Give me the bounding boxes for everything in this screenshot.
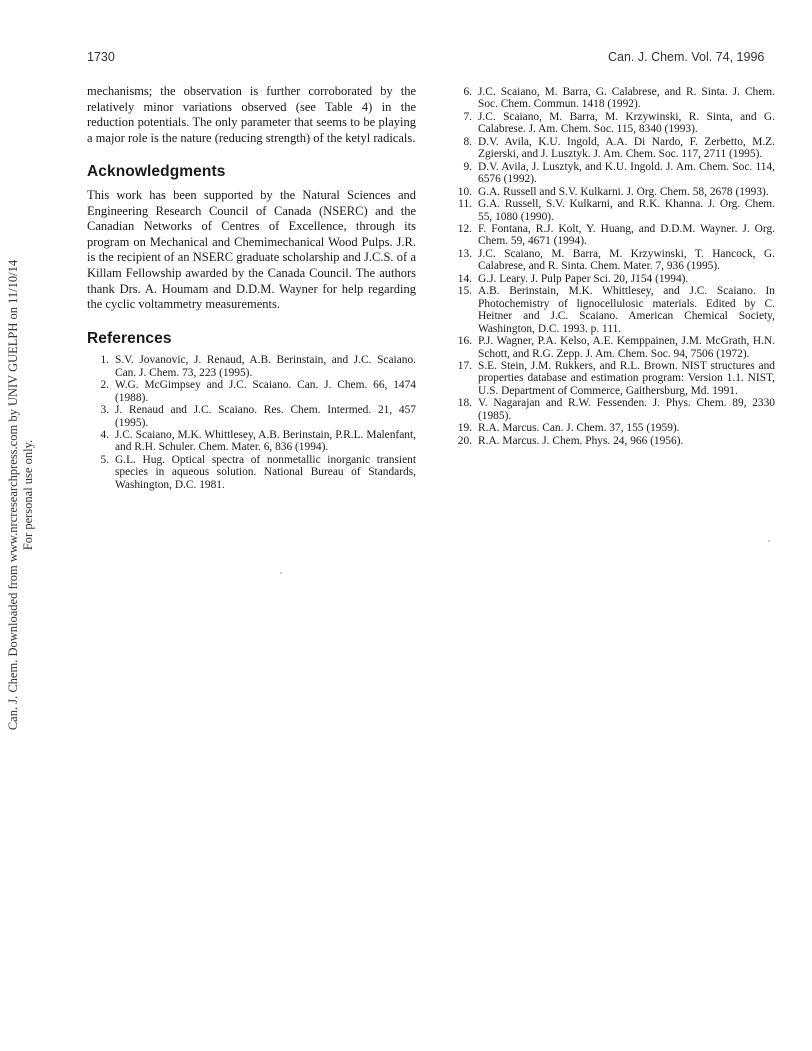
reference-number: 5. — [100, 453, 109, 466]
reference-number: 11. — [458, 198, 472, 211]
reference-item — [87, 354, 416, 379]
reference-text: J.C. Scaiano, M.K. Whittlesey, A.B. Berinstain, P.R.L. Malenfant, and R.H. Schuler. Chem. Mater. 6, 836 (1994). — [115, 429, 416, 454]
download-notice-line1: Can. J. Chem. Downloaded from www.nrcresearchpress.com by UNIV GUELPH on 11/10/14 — [6, 259, 20, 731]
reference-item — [450, 86, 775, 111]
reference-item — [87, 429, 416, 454]
reference-text: A.B. Berinstain, M.K. Whittlesey, and J.C. Scaiano. In Photochemistry of lignocellulosic materials. Edited by C. Heitner and J.C. Scaiano. American Chemical Society, Washington, D.C. 1993. p. 111. — [478, 285, 775, 335]
reference-text: G.J. Leary. J. Pulp Paper Sci. 20, J154 (1994). — [478, 272, 689, 285]
reference-number: 6. — [463, 86, 472, 98]
references-heading: References — [87, 329, 172, 347]
reference-item — [450, 422, 775, 434]
reference-text: S.E. Stein, J.M. Rukkers, and R.L. Brown. NIST structures and properties database and estimation program: Version 1.1. NIST, U.S. Department of Commerce, Gaithersburg, Md. 1991. — [478, 359, 775, 397]
reference-number: 8. — [463, 135, 472, 148]
reference-text: D.V. Avila, J. Lusztyk, and K.U. Ingold. J. Am. Chem. Soc. 114, 6576 (1992). — [478, 160, 775, 186]
reference-item — [87, 454, 416, 491]
reference-item — [450, 397, 775, 422]
reference-text: J.C. Scaiano, M. Barra, M. Krzywinski, T. Hancock, G. Calabrese, and R. Sinta. Chem. Mater. 7, 936 (1995). — [478, 247, 775, 273]
reference-text: J. Renaud and J.C. Scaiano. Res. Chem. Intermed. 21, 457 (1995). — [115, 404, 416, 429]
reference-number: 20. — [457, 434, 472, 447]
reference-item — [87, 404, 416, 429]
reference-item — [450, 435, 775, 447]
reference-item — [450, 285, 775, 335]
reference-text: J.C. Scaiano, M. Barra, G. Calabrese, and R. Sinta. J. Chem. Soc. Chem. Commun. 1418 (1992). — [478, 86, 775, 111]
reference-number: 1. — [100, 354, 109, 367]
reference-number: 4. — [100, 429, 109, 442]
reference-text: G.A. Russell, S.V. Kulkarni, and R.K. Khanna. J. Org. Chem. 55, 1080 (1990). — [478, 198, 775, 223]
acknowledgments-heading: Acknowledgments — [87, 163, 226, 181]
reference-item — [450, 111, 775, 136]
reference-number: 10. — [457, 185, 472, 198]
reference-item — [450, 273, 775, 285]
reference-number: 18. — [457, 397, 472, 410]
reference-number: 12. — [457, 222, 472, 235]
reference-item — [450, 186, 775, 198]
journal-header: Can. J. Chem. Vol. 74, 1996 — [608, 50, 765, 64]
intro-paragraph: mechanisms; the observation is further corroborated by the relatively minor variations observed (see Table 4) in the reduction potentials. The only parameter that seems to be playing a major role is the nature (reducing strength) of the ketyl radicals. — [87, 84, 416, 145]
reference-text: D.V. Avila, K.U. Ingold, A.A. Di Nardo, F. Zerbetto, M.Z. Zgierski, and J. Lusztyk. J. Am. Chem. Soc. 117, 2711 (1995). — [478, 135, 775, 161]
reference-number: 19. — [457, 422, 472, 435]
reference-text: P.J. Wagner, P.A. Kelso, A.E. Kemppainen, J.M. McGrath, H.N. Schott, and R.G. Zepp. J. Am. Chem. Soc. 94, 7506 (1972). — [478, 335, 775, 360]
reference-number: 13. — [457, 247, 472, 260]
reference-text: S.V. Jovanovic, J. Renaud, A.B. Berinstain, and J.C. Scaiano. Can. J. Chem. 73, 223 (1995). — [115, 354, 416, 379]
download-notice-line2: For personal use only. — [21, 439, 35, 551]
right-column — [450, 86, 775, 447]
reference-number: 9. — [463, 160, 472, 173]
reference-number: 3. — [100, 404, 109, 417]
reference-item — [450, 248, 775, 273]
left-column — [87, 84, 416, 491]
reference-item — [87, 379, 416, 404]
scan-speck — [280, 572, 282, 574]
reference-item — [450, 360, 775, 397]
reference-number: 15. — [457, 285, 472, 298]
reference-text: F. Fontana, R.J. Kolt, Y. Huang, and D.D.M. Wayner. J. Org. Chem. 59, 4671 (1994). — [478, 222, 775, 248]
download-notice — [6, 215, 42, 775]
reference-item — [450, 136, 775, 161]
acknowledgments-text: This work has been supported by the Natural Sciences and Engineering Research Council of Canada (NSERC) and the Canadian Networks of Centres of Excellence, through its program on Mechanical and Chemimechanical Wood Pulps. J.R. is the recipient of an NSERC graduate scholarship and J.C.S. of a Killam Fellowship awarded by the Canada Council. The authors thank Drs. A. Houmam and D.D.M. Wayner for help regarding the cyclic voltammetry measurements. — [87, 187, 416, 312]
reference-list-left — [87, 354, 416, 491]
reference-text: G.L. Hug. Optical spectra of nonmetallic inorganic transient species in aqueous solution. National Bureau of Standards, Washington, D.C. 1981. — [115, 453, 416, 491]
reference-item — [450, 161, 775, 186]
reference-number: 7. — [463, 110, 472, 123]
reference-item — [450, 335, 775, 360]
reference-text: V. Nagarajan and R.W. Fessenden. J. Phys. Chem. 89, 2330 (1985). — [478, 397, 775, 422]
reference-number: 17. — [457, 359, 472, 372]
page-number: 1730 — [87, 50, 115, 64]
reference-item — [450, 223, 775, 248]
reference-text: R.A. Marcus. J. Chem. Phys. 24, 966 (1956). — [478, 434, 684, 447]
scan-speck — [768, 540, 770, 542]
reference-list-right — [450, 86, 775, 447]
reference-text: R.A. Marcus. Can. J. Chem. 37, 155 (1959). — [478, 422, 680, 435]
reference-number: 2. — [100, 379, 109, 392]
reference-text: G.A. Russell and S.V. Kulkarni. J. Org. Chem. 58, 2678 (1993). — [478, 185, 769, 198]
reference-text: W.G. McGimpsey and J.C. Scaiano. Can. J. Chem. 66, 1474 (1988). — [115, 379, 416, 404]
reference-text: J.C. Scaiano, M. Barra, M. Krzywinski, R. Sinta, and G. Calabrese. J. Am. Chem. Soc. 115, 8340 (1993). — [478, 110, 775, 136]
reference-item — [450, 198, 775, 223]
reference-number: 14. — [457, 272, 472, 285]
reference-number: 16. — [457, 335, 472, 348]
